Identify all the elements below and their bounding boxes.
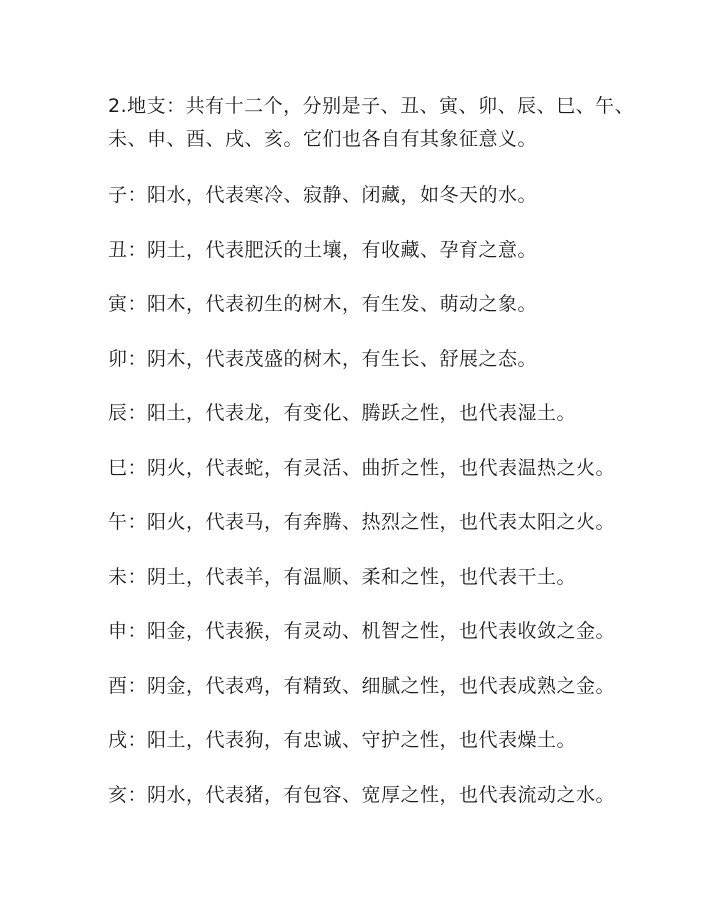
branch-xu-line: 戌：阳土，代表狗，有忠诚、守护之性，也代表燥土。 bbox=[108, 729, 577, 751]
branch-chen-line: 辰：阳土，代表龙，有变化、腾跃之性，也代表湿土。 bbox=[108, 402, 577, 424]
document-body bbox=[108, 90, 698, 833]
branch-mao-line: 卯：阴木，代表茂盛的树木，有生长、舒展之态。 bbox=[108, 347, 538, 370]
branch-shen-line: 申：阳金，代表猴，有灵动、机智之性，也代表收敛之金。 bbox=[108, 620, 616, 642]
branch-wu-line: 午：阳火，代表马，有奔腾、热烈之性，也代表太阳之火。 bbox=[108, 511, 616, 533]
intro-line-1: 2.地支：共有十二个，分别是子、丑、寅、卯、辰、巳、午、 bbox=[108, 95, 635, 117]
intro-paragraph bbox=[108, 90, 698, 156]
branch-hai-line: 亥：阴水，代表猪，有包容、宽厚之性，也代表流动之水。 bbox=[108, 783, 616, 806]
branch-zi-line: 子：阳水，代表寒冷、寂静、闭藏，如冬天的水。 bbox=[108, 184, 538, 206]
branch-you-line: 酉：阴金，代表鸡，有精致、细腻之性，也代表成熟之金。 bbox=[108, 674, 616, 697]
intro-line-2: 未、申、酉、戌、亥。它们也各自有其象征意义。 bbox=[108, 128, 538, 150]
branch-si-line: 巳：阴火，代表蛇，有灵活、曲折之性，也代表温热之火。 bbox=[108, 456, 616, 479]
branch-wei-line: 未：阴土，代表羊，有温顺、柔和之性，也代表干土。 bbox=[108, 565, 577, 588]
branch-chou-line: 丑：阴土，代表肥沃的土壤，有收藏、孕育之意。 bbox=[108, 238, 538, 261]
branch-yin-line: 寅：阳木，代表初生的树木，有生发、萌动之象。 bbox=[108, 293, 538, 315]
